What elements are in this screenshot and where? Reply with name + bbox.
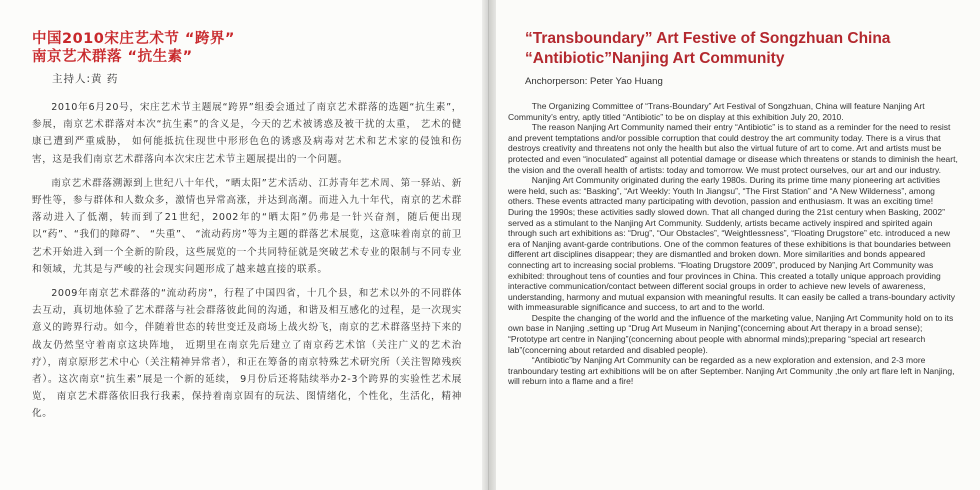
english-paragraph: “Antibiotic”by Nanjing Art Community can be regarded as a new exploration and extension, and 2-3 more tranboundary testing art exhibitions will be on after September. Nanjing Art Community ,the only art flare left in Nanjing, will reburn into a flame and a fire!: [508, 355, 955, 387]
english-paragraph: Despite the changing of the world and the influence of the marketing value, Nanjing Art Community hold on to its own base in Nanjing ,setting up “Drug Art Museum in Nanjing”(concerning about Art therapy in a broad sense); “Prototype art centre in Nanjing”(concerning about people with abnormal minds);preparing “special art research lab”(concerning about retarded and disabled people).: [508, 312, 954, 355]
chinese-paragraph: 南京艺术群落溯源到上世纪八十年代，“晒太阳”艺术活动、江苏青年艺术周、第一驿站、新野性等，参与群体和人数众多，激情也异常高涨，并达到高潮。而进入九十年代，南京的艺术群落动进入了低潮，转而到了21世纪，2002年的“晒太阳”仍弗是一针兴奋剂，随后便出现以“药”、“我们的障碍”、 “失重”、 “流动药房”等为主题的群落艺术展览，这意味着南京的前卫艺术开始进入到一个全新的阶段，这些展览的一个共同特征就是突破艺术专业的限制与不同专业和领域，尤其是与严峻的社会现实问题形成了越来越直接的联系。: [32, 177, 462, 275]
chinese-paragraph: 2009年南京艺术群落的“流动药房”，行程了中国四省，十几个县，和艺术以外的不同群体去互动，真切地体验了艺术群落与社会群落彼此间的沟通，和谐及相互感化的过程，是一次现实意义的跨界行动。如今，伴随着世态的转世变迁及商场上战火纷飞，南京的艺术群落坚持下来的战友仍然坚守着南京这块阵地， 近期里在南京先后建立了南京药艺术馆（关注广义的艺术治疗），南京原形艺术中心（关注精神异常者），和正在筹备的南京特殊艺术研究所（关注智障残疾者）。这次南京“抗生素”展是一个新的延续， 9月份后还将陆续举办2-3个跨界的实验性艺术展览， 南京艺术群落依旧我行我素，保持着南京固有的玩法、图情绪化，个性化，生活化，精神化。: [32, 288, 462, 420]
chinese-body: [32, 99, 462, 430]
chinese-title-line-1: 中国2010宋庄艺术节 “跨界”: [32, 31, 235, 47]
english-paragraph: Nanjing Art Community originated during the early 1980s. During its prime time many pioneering art activities were held, such as: “Basking”, “Art Weekly: Youth In Jiangsu”, “The First Station” and “A New Wilderness”, among others. These events attracted many participating with devotion, passion and enthusiasm. It was an exciting time! During the 1990s; these activities sadly slowed down. That all changed during the 21st century when Basking, 2002” served as a stimulant to the Nanjing Art Community. Suddenly, artists became actively inspired and spirited again through such art exhibitions as: “Drug”, “Our Obstacles”, “Weightlessness”, “Floating Drugstore” etc. introduced a new era of Nanjing avant-garde contributions. One of the common features of these exhibitions is that boundaries between different art disciplines disappear; they are dismantled and broken down. More similarities and bonds appeared connecting art to increasing social problems. “Floating Drugstore 2009”, produced by Nanjing Art Community was exhibited: throughout tens of counties and four provinces in China. This created a totally unique approach providing interactive communication/contact between different social groups in order to achieve new levels of awareness, understanding, harmony and mutual expansion with meaningful results. It can easily be called a trans-boundary activity with immeasurable significance and success, to art and to the world.: [508, 175, 955, 313]
fold-line: [488, 0, 489, 490]
english-paragraph: The Organizing Committee of “Trans-Boundary” Art Festival of Songzhuan, China will feature Nanjing Art Community’s entry, aptly titled “Antibiotic” to be on display at this exhibition July 20, 2010.: [508, 101, 925, 122]
chinese-title-line-2: 南京艺术群落 “抗生素”: [32, 49, 193, 65]
english-title: [525, 29, 890, 69]
english-title-line-1: “Transboundary” Art Festive of Songzhuan China: [525, 30, 891, 47]
english-title-line-2: “Antibiotic”Nanjing Art Community: [525, 50, 785, 67]
english-paragraph: The reason Nanjing Art Community named their entry “Antibiotic” is to stand as a reminder for the need to resist and prevent temptations and/or possible corruption that could destroy the art community today. There is a virus that destroys creativity and threatens not only the health but also the virtual future of art to come. Art and artists must be protected and even “inoculated” against all potential damage or disease which threatens or stands to diminish the heart, the vision and the overall health of artists: today and tomorrow. We must protect ourselves, our art and our industry.: [508, 122, 958, 175]
english-body: [508, 101, 960, 387]
english-anchorperson: Anchorperson: Peter Yao Huang: [525, 76, 663, 87]
chinese-title: [32, 30, 235, 66]
page-gutter: [482, 0, 496, 490]
chinese-paragraph: 2010年6月20号，宋庄艺术节主题展“跨界”组委会通过了南京艺术群落的选题“抗生素”，参展，南京艺术群落对本次“抗生素”的含义是，今天的艺术被诱惑及被干扰的太重， 艺术的健康已遭到严重威胁， 如何能抵抗住现世中形形色色的诱惑及病毒对艺术和艺术家的侵蚀和伤害，这是我们南京艺术群落向本次宋庄艺术节主题展提出的一个问题。: [32, 102, 462, 165]
chinese-host: 主持人:黄 药: [52, 73, 119, 85]
